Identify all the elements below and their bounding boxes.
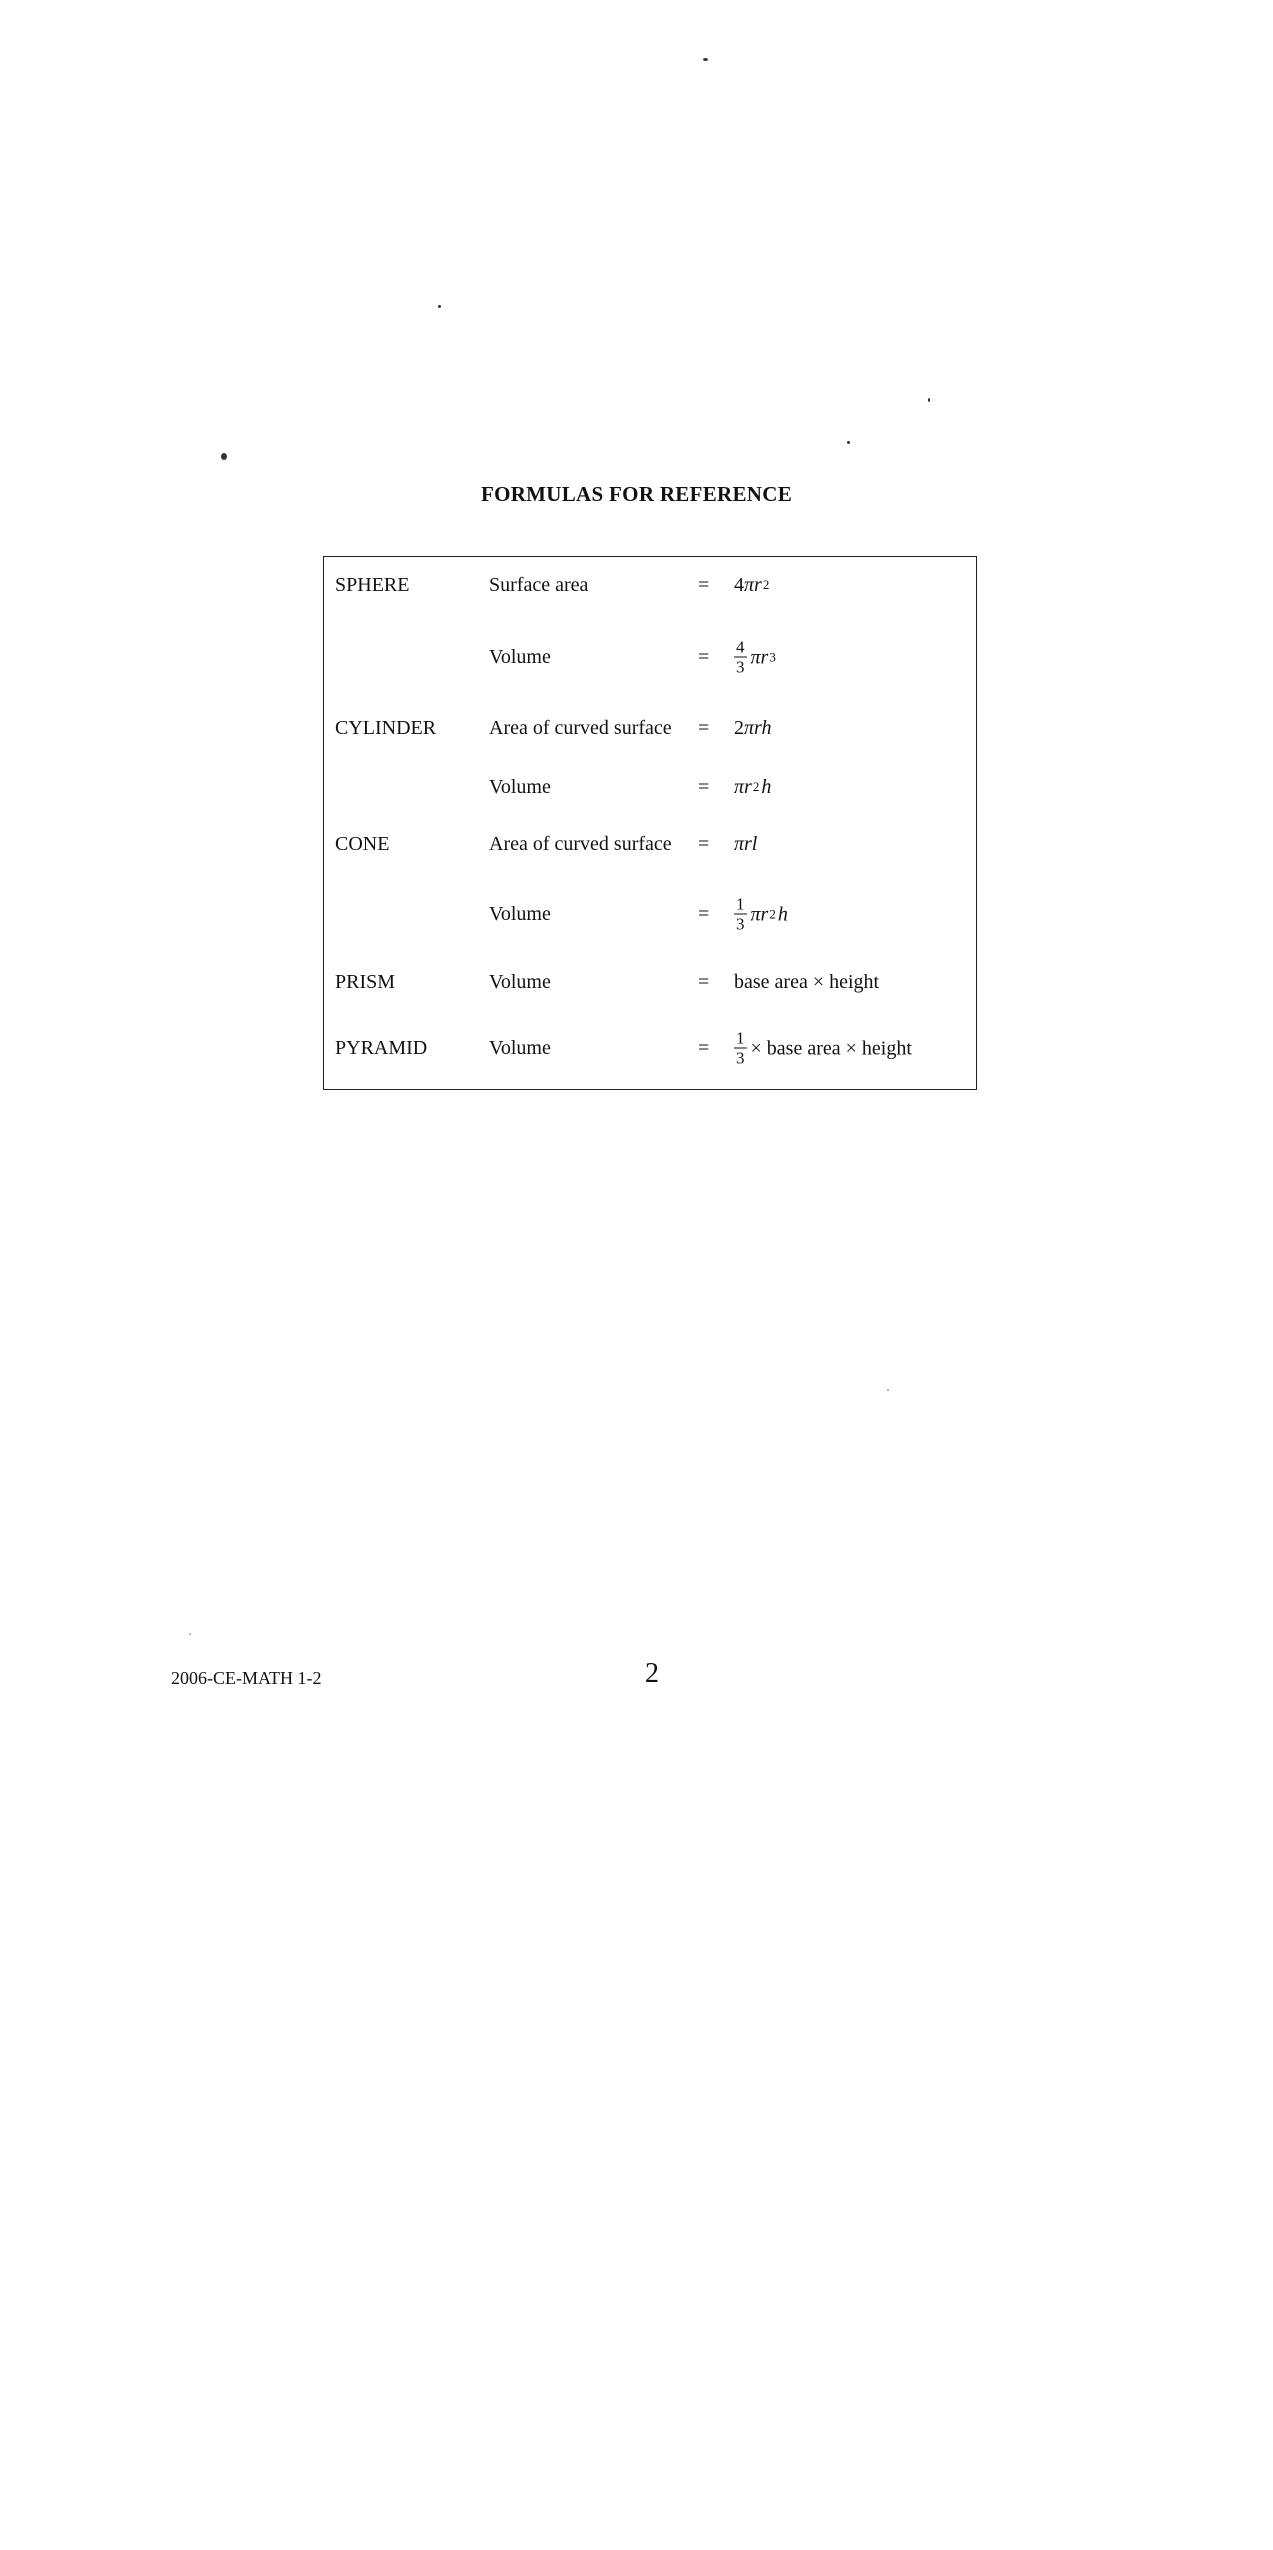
fraction-numerator: 1: [736, 1028, 745, 1048]
measure-label: Area of curved surface: [489, 717, 672, 739]
fraction: [734, 895, 747, 934]
formula-variables: πr: [734, 776, 752, 798]
equals-sign: =: [698, 776, 710, 798]
measure-label: Volume: [489, 1037, 551, 1059]
equals-sign: =: [698, 1037, 710, 1059]
scan-speck: [703, 58, 708, 61]
fraction-denominator: 3: [736, 1048, 745, 1068]
scan-speck: [438, 305, 441, 308]
equals-sign: =: [698, 717, 710, 739]
measure-label: Area of curved surface: [489, 833, 672, 855]
scan-speck: [847, 441, 850, 444]
formula-exponent: 2: [752, 779, 760, 794]
formula-variables: πrh: [744, 717, 772, 739]
equals-sign: =: [698, 903, 710, 925]
formula-expression: [734, 775, 771, 799]
scan-speck: [189, 1633, 191, 1635]
formula-expression: [734, 573, 771, 597]
page-number: 2: [645, 1658, 659, 1689]
formula-exponent: 2: [762, 577, 770, 592]
formula-exponent: 2: [769, 906, 776, 921]
scan-speck: [221, 453, 227, 460]
formula-expression: [734, 970, 879, 994]
shape-label: CONE: [335, 833, 390, 855]
fraction: [734, 638, 747, 677]
formula-coefficient: 2: [734, 717, 744, 739]
shape-label: PRISM: [335, 971, 396, 993]
formula-exponent: 3: [769, 649, 776, 664]
formula-variable-suffix: h: [777, 903, 788, 925]
measure-label: Surface area: [489, 574, 589, 596]
formula-coefficient: 4: [734, 574, 744, 596]
paper-code: 2006-CE-MATH 1-2: [171, 1668, 322, 1688]
measure-label: Volume: [489, 971, 551, 993]
fraction: [734, 1029, 747, 1068]
formula-expression: [734, 638, 778, 677]
fraction-numerator: 4: [736, 637, 745, 657]
formula-table: [323, 556, 977, 1090]
measure-label: Volume: [489, 646, 551, 668]
equals-sign: =: [698, 833, 710, 855]
measure-label: Volume: [489, 903, 551, 925]
shape-label: SPHERE: [335, 574, 410, 596]
page-title: FORMULAS FOR REFERENCE: [480, 482, 793, 506]
formula-expression: [734, 716, 771, 740]
shape-label: CYLINDER: [335, 717, 437, 739]
formula-expression: [734, 832, 757, 856]
formula-variables: πr: [744, 574, 762, 596]
equals-sign: =: [698, 646, 710, 668]
scan-speck: [887, 1389, 889, 1391]
fraction-numerator: 1: [736, 894, 745, 914]
formula-expression: [734, 895, 788, 934]
shape-label: PYRAMID: [335, 1037, 428, 1059]
equals-sign: =: [698, 971, 710, 993]
formula-text: × base area × height: [750, 1037, 912, 1059]
formula-expression: [734, 1029, 912, 1068]
scan-speck: [928, 398, 930, 402]
formula-variables: πrl: [734, 833, 758, 855]
fraction-denominator: 3: [736, 657, 745, 677]
formula-variables: πr: [750, 646, 769, 668]
fraction-denominator: 3: [736, 914, 745, 934]
formula-variable-suffix: h: [761, 776, 772, 798]
measure-label: Volume: [489, 776, 551, 798]
formula-text: base area × height: [734, 971, 880, 993]
formula-variables: πr: [750, 903, 769, 925]
equals-sign: =: [698, 574, 710, 596]
